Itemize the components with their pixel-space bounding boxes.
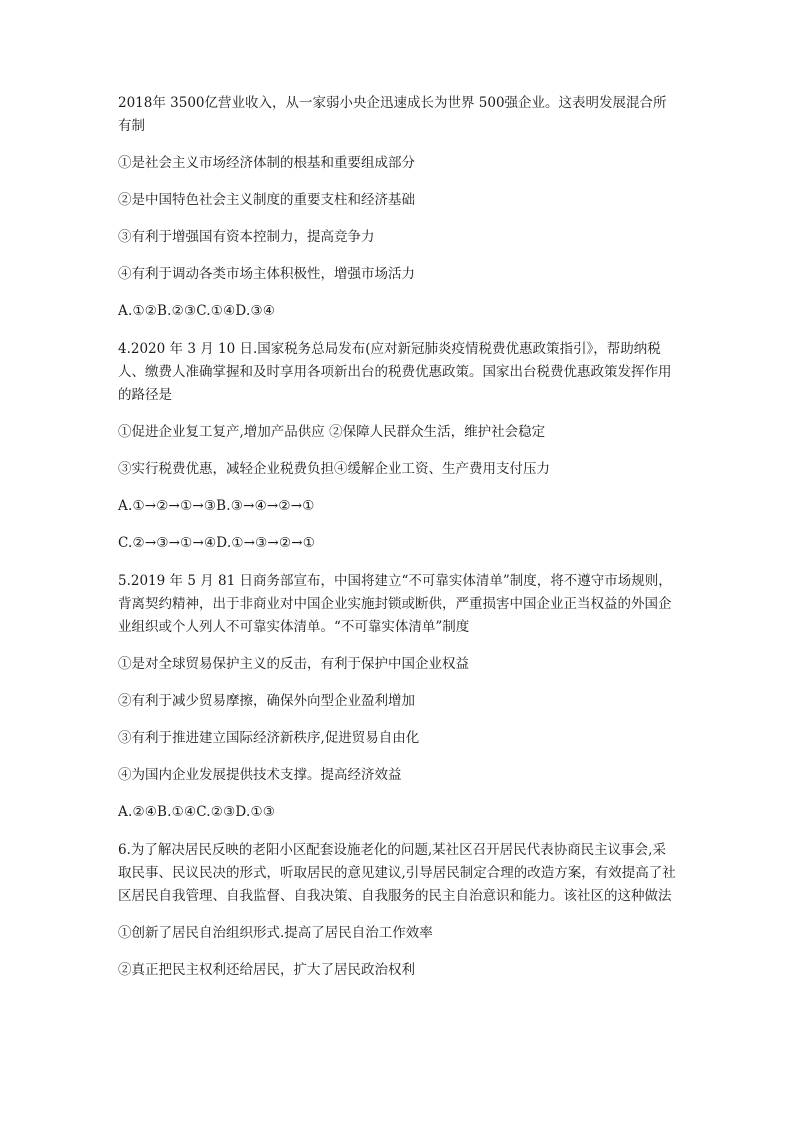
q5-item-3: ③有利于推进建立国际经济新秩序,促进贸易自由化 [118,730,420,746]
q5-item-2: ②有利于减少贸易摩擦，确保外向型企业盈利增加 [118,693,415,709]
q3-item-2: ②是中国特色社会主义制度的重要支柱和经济基础 [118,192,415,208]
q4-choices-1: A.①→②→①→③B.③→④→②→① [118,498,315,514]
q3-choices: A.①②B.②③C.①④D.③④ [118,303,276,319]
q5-stem: 5.2019 年 5 月 81 日商务部宣布，中国将建立“不可靠实体清单”制度，将不遵守市场规则，背离契约精神，出于非商业对中国企业实施封锁或断供，严重损害中国企业正当权益的外国企业组织或个人列人不可靠实体清单。“不可靠实体清单”制度 [118,573,672,635]
q4-stem: 4.2020 年 3 月 10 日.国家税务总局发布(应对新冠肺炎疫情税费优惠政策指引》，帮助纳税人、缴费人准确掌握和及时享用各项新出台的税费优惠政策。国家出台税费优惠政策发挥作用的路径是 [118,341,672,403]
q5-item-1: ①是对全球贸易保护主义的反击，有利于保护中国企业权益 [118,656,469,672]
q6-stem: 6.为了解决居民反映的老阳小区配套设施老化的问题,某社区召开居民代表协商民主议事会,采取民事、民议民决的形式，听取居民的意见建议,引导居民制定合理的改造方案，有效提高了社区居民自我管理、自我监督、自我决策、自我服务的民主自治意识和能力。该社区的这种做法 [118,842,676,904]
q5-item-4: ④为国内企业发展提供技术支撑。提高经济效益 [118,767,402,783]
q4-item-2: ③实行税费优惠，减轻企业税费负担④缓解企业工资、生产费用支付压力 [118,461,550,477]
q3-item-4: ④有利于调动各类市场主体积极性，增强市场活力 [118,266,415,282]
q3-stem: 2018年 3500亿营业收入，从一家弱小央企迅速成长为世界 500强企业。这表明发展混合所有制 [118,95,667,134]
q6-item-1: ①创新了居民自治组织形式.提高了居民自治工作效率 [118,925,433,941]
q5-choices: A.②④B.①④C.②③D.①③ [118,804,276,820]
q6-item-2: ②真正把民主权利还给居民，扩大了居民政治权利 [118,962,415,978]
q4-choices-2: C.②→③→①→④D.①→③→②→① [118,535,316,551]
q4-item-1: ①促进企业复工复产,增加产品供应 ②保障人民群众生活，维护社会稳定 [118,424,546,440]
q3-item-1: ①是社会主义市场经济体制的根基和重要组成部分 [118,155,415,171]
document-page [118,92,678,982]
q3-item-3: ③有利于增强国有资本控制力，提高竞争力 [118,229,375,245]
